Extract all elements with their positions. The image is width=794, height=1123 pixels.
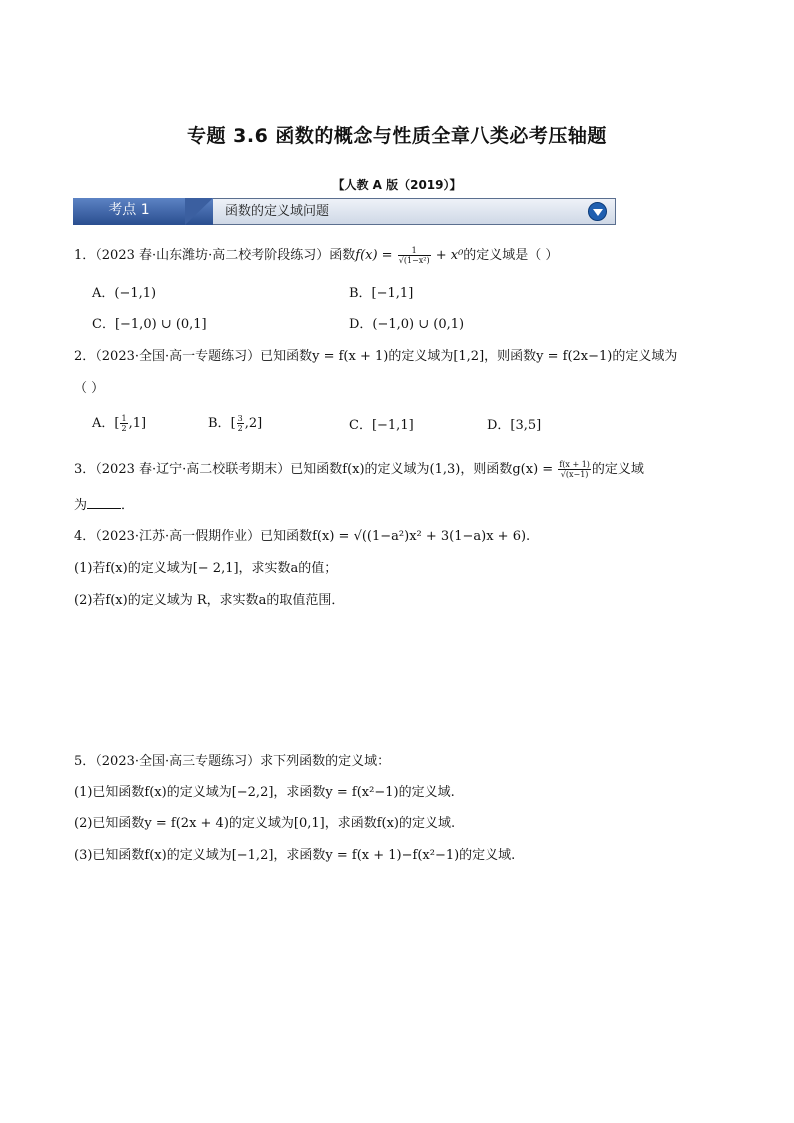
q2-option-c[interactable]: C．[−1,1] bbox=[349, 418, 414, 433]
fraction-denominator: 2 bbox=[121, 424, 127, 433]
question-5: 5．（2023·全国·高三专题练习）求下列函数的定义域： bbox=[74, 754, 391, 769]
question-3-suffix: ． bbox=[121, 498, 135, 513]
question-3-text: 3．（2023 春·辽宁·高二校联考期末）已知函数f(x)的定义域为(1,3)，则函数g(x) = bbox=[74, 462, 558, 477]
q2-option-a[interactable]: A．[ $\frac{1}{2}$ ,1] bbox=[92, 414, 147, 433]
edition-label: 【人教 A 版（2019）】 bbox=[332, 178, 462, 192]
q1-option-d[interactable]: D．(−1,0) ∪ (0,1) bbox=[349, 317, 465, 332]
question-4-part-2: (2)若f(x)的定义域为 R，求实数a的取值范围． bbox=[74, 593, 345, 608]
fraction-numerator: 1 bbox=[121, 414, 127, 423]
fraction-numerator: f(x + 1) bbox=[559, 460, 590, 469]
question-1-fx: f(x) = bbox=[355, 248, 397, 263]
q2-option-a-prefix: A． bbox=[92, 416, 115, 431]
question-5-part-3: (3)已知函数f(x)的定义域为[−1,2]，求函数y = f(x + 1)−f(x²−1)的定义域. bbox=[74, 848, 516, 863]
fraction-numerator: 3 bbox=[237, 414, 243, 423]
q2-option-b[interactable]: B．[ $\frac{3}{2}$ ,2] bbox=[208, 414, 263, 433]
question-3-line-2 bbox=[74, 496, 134, 515]
question-2: 2．（2023·全国·高一专题练习）已知函数y = f(x + 1)的定义域为[1,2]，则函数y = f(2x−1)的定义域为 bbox=[74, 349, 678, 364]
question-3-fraction bbox=[558, 460, 591, 479]
document-title: 专题 3.6 函数的概念与性质全章八类必考压轴题 bbox=[187, 125, 607, 147]
chevron-down-icon[interactable] bbox=[588, 202, 607, 221]
q2-option-b-rest: ,2] bbox=[244, 416, 263, 431]
section-tag-slant bbox=[185, 198, 213, 225]
question-5-part-1: (1)已知函数f(x)的定义域为[−2,2]，求函数y = f(x²−1)的定义域. bbox=[74, 785, 455, 800]
section-banner bbox=[73, 198, 616, 225]
question-1-fraction bbox=[398, 246, 431, 265]
q2-option-a-rest: ,1] bbox=[128, 416, 147, 431]
fraction-denominator: √(x−1) bbox=[560, 470, 589, 479]
question-2-blank: （ ） bbox=[74, 381, 105, 396]
fraction-denominator: √(1−x²) bbox=[398, 256, 430, 265]
fraction-denominator: 2 bbox=[237, 424, 243, 433]
question-1-plus: + x⁰ bbox=[431, 248, 464, 263]
question-1-tail: 的定义域是（ ） bbox=[463, 248, 559, 263]
q2-option-d[interactable]: D．[3,5] bbox=[487, 418, 542, 433]
question-1-text: 1．（2023 春·山东潍坊·高二校考阶段练习）函数 bbox=[74, 248, 356, 263]
q2-option-a-fraction bbox=[120, 414, 127, 433]
q2-option-b-prefix: B． bbox=[208, 416, 231, 431]
q1-option-b[interactable]: B．[−1,1] bbox=[349, 286, 414, 301]
question-3 bbox=[74, 460, 644, 479]
answer-blank[interactable] bbox=[87, 496, 121, 509]
q1-option-c[interactable]: C．[−1,0) ∪ (0,1] bbox=[92, 317, 207, 332]
question-1 bbox=[74, 246, 558, 265]
question-3-tail: 的定义域 bbox=[591, 462, 644, 477]
question-3-prefix: 为 bbox=[74, 498, 88, 513]
fraction-numerator: 1 bbox=[398, 246, 431, 256]
question-4-part-1: (1)若f(x)的定义域为[− 2,1]，求实数a的值； bbox=[74, 561, 338, 576]
q1-option-a[interactable]: A．(−1,1) bbox=[92, 286, 157, 301]
section-tag: 考点 1 bbox=[108, 202, 150, 218]
question-4: 4．（2023·江苏·高一假期作业）已知函数f(x) = √((1−a²)x² + 3(1−a)x + 6). bbox=[74, 529, 531, 544]
question-5-part-2: (2)已知函数y = f(2x + 4)的定义域为[0,1]，求函数f(x)的定义域. bbox=[74, 816, 456, 831]
section-topic: 函数的定义域问题 bbox=[225, 204, 330, 219]
q2-option-b-fraction bbox=[237, 414, 244, 433]
